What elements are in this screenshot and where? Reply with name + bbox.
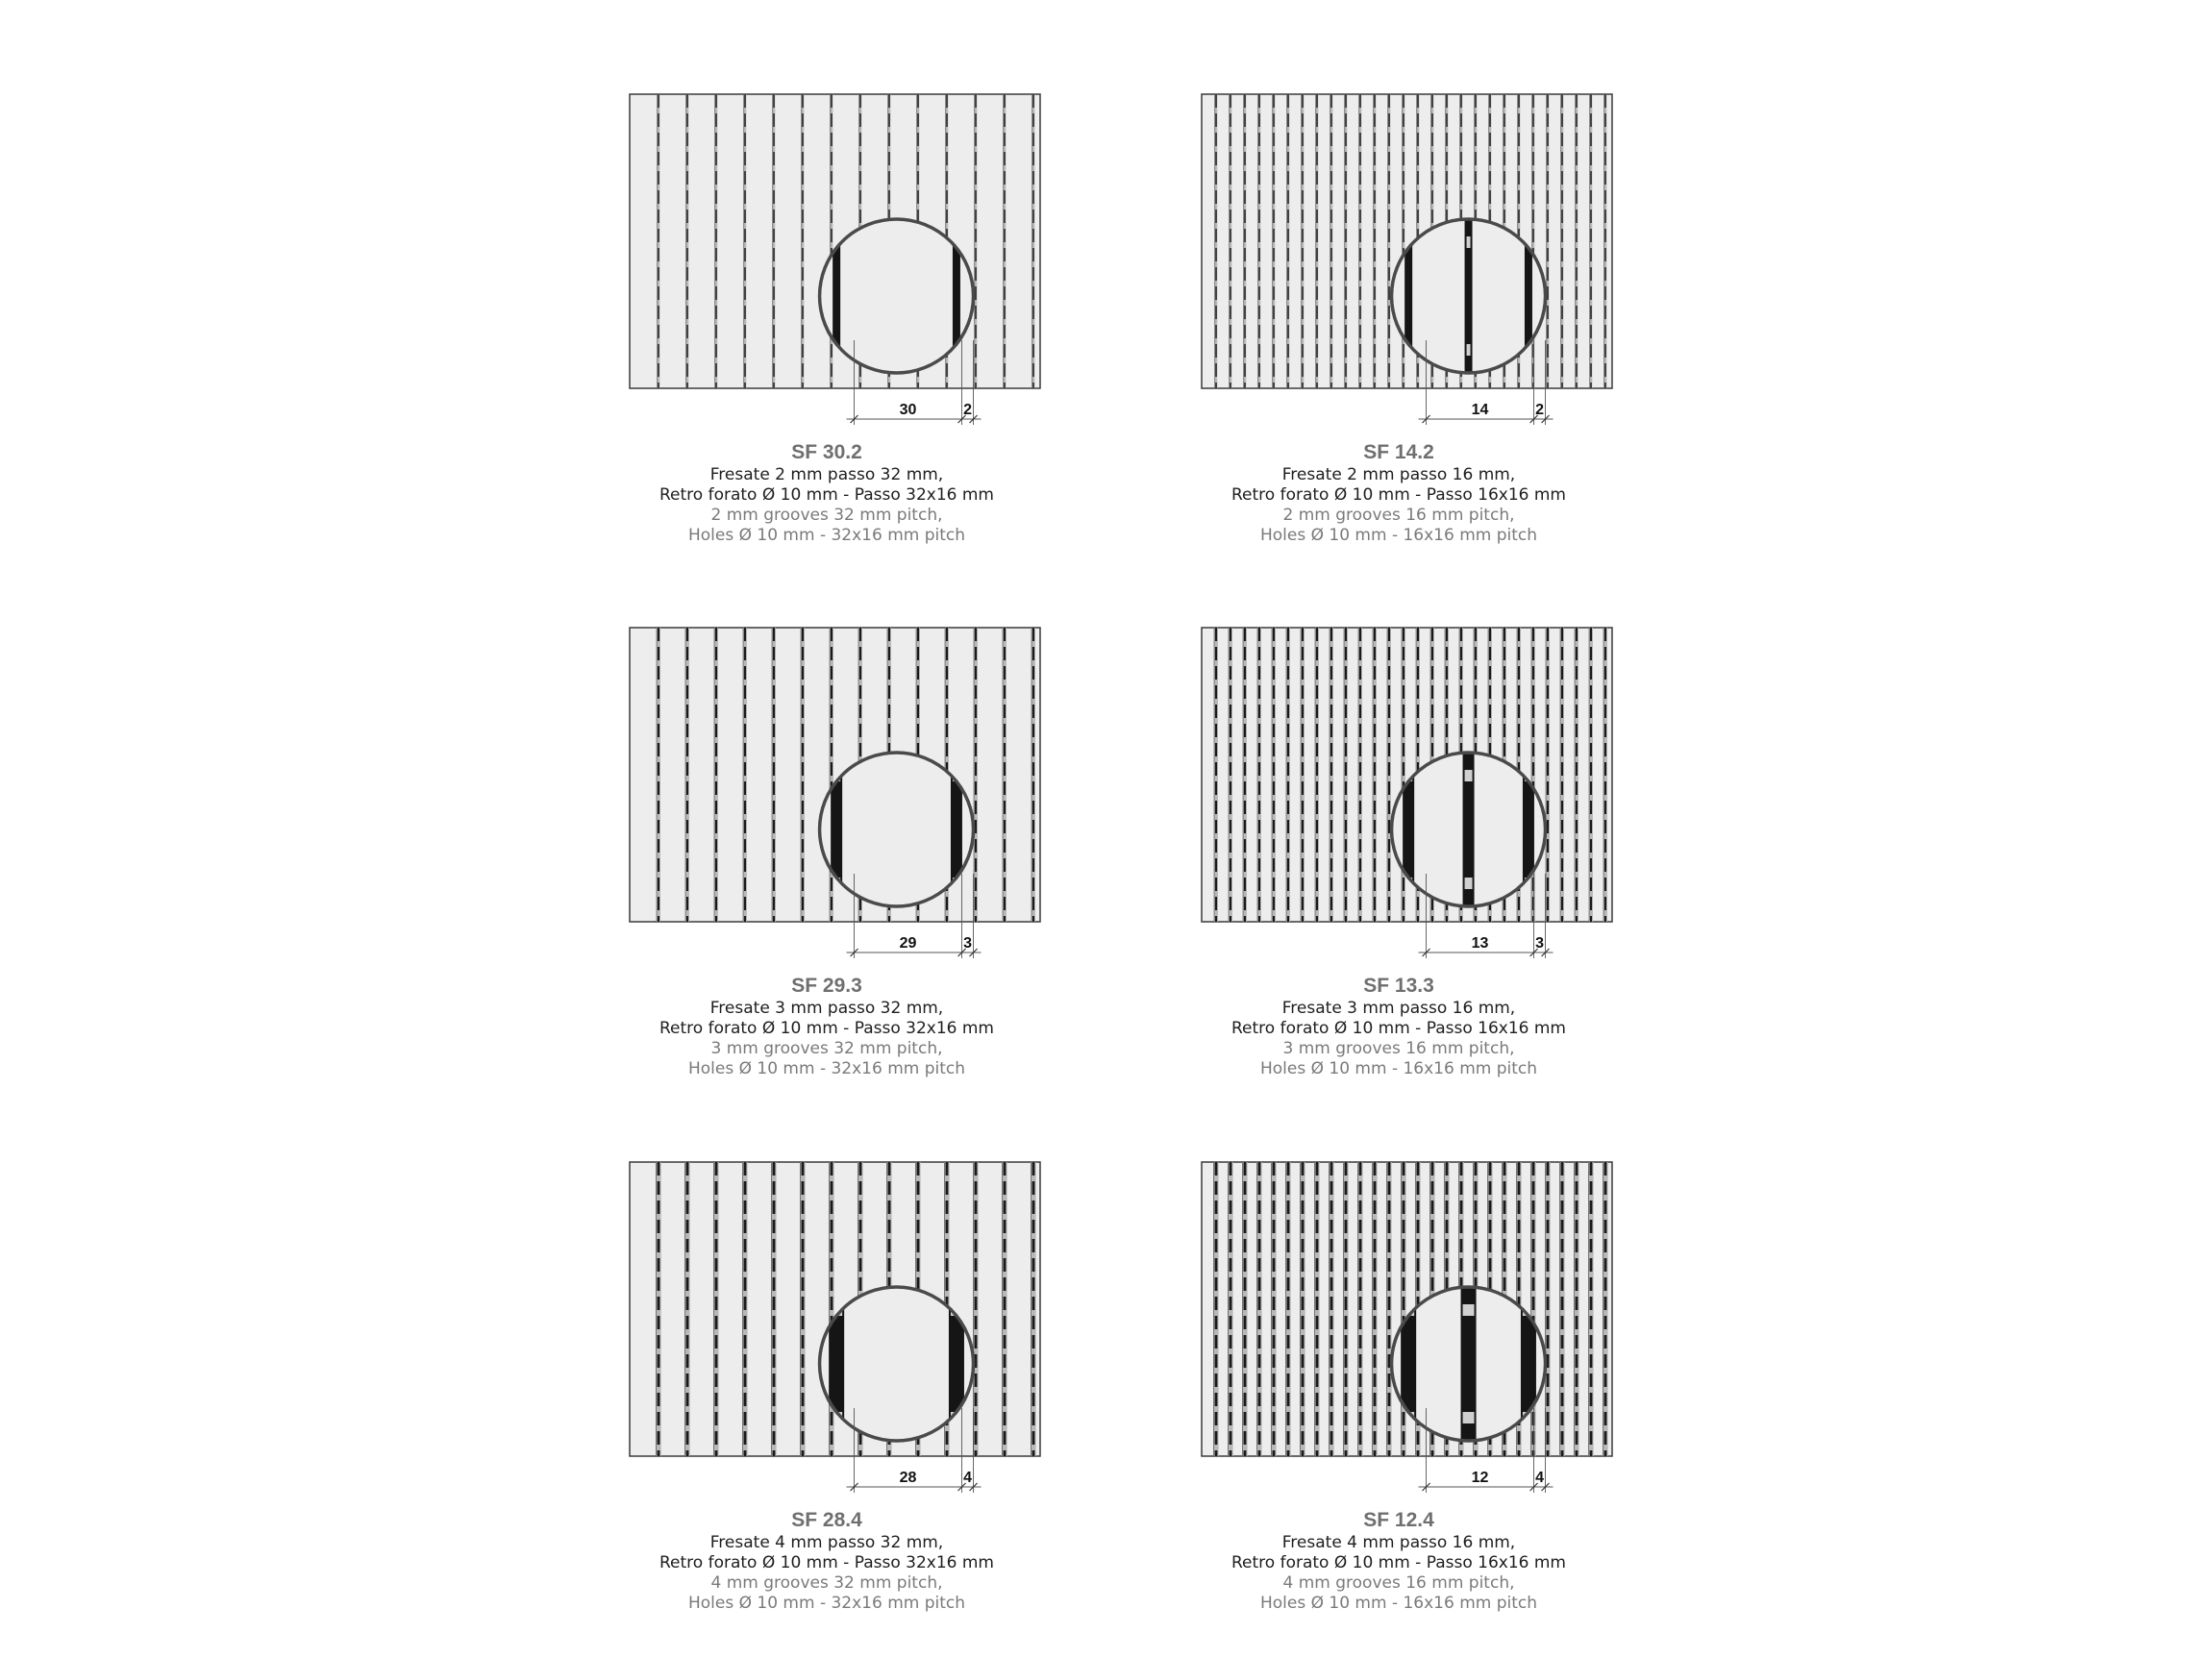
- groove-line: [1603, 1162, 1607, 1456]
- groove-line: [1560, 628, 1564, 922]
- groove-line: [829, 1162, 833, 1456]
- dimension-gap-label: 14: [1471, 402, 1489, 418]
- english-line-2: Holes Ø 10 mm - 16x16 mm pitch: [1259, 1059, 1538, 1078]
- english-line-2: Holes Ø 10 mm - 32x16 mm pitch: [687, 1059, 966, 1078]
- groove-line: [1343, 1162, 1348, 1456]
- groove-line: [974, 628, 978, 922]
- italian-line-1: Fresate 4 mm passo 32 mm,: [709, 1533, 944, 1552]
- groove-line: [1545, 1162, 1550, 1456]
- dimension-groove-label: 2: [963, 402, 973, 418]
- groove-line: [1344, 628, 1348, 922]
- panel-caption: [577, 975, 1077, 1079]
- italian-line-2: Retro forato Ø 10 mm - Passo 16x16 mm: [1230, 485, 1566, 505]
- groove-line: [658, 94, 660, 388]
- panel-caption: [577, 441, 1077, 546]
- magnified-hole-gap: [1467, 344, 1471, 356]
- dimension-gap-label: 28: [899, 1470, 917, 1486]
- panel-caption: [577, 1509, 1077, 1614]
- groove-line: [1286, 628, 1290, 922]
- groove-line: [1374, 94, 1377, 388]
- groove-line: [1229, 628, 1232, 922]
- groove-line: [1576, 94, 1578, 388]
- groove-line: [1271, 1162, 1276, 1456]
- groove-line: [1002, 1162, 1007, 1456]
- panel-code: SF 29.3: [791, 975, 862, 997]
- groove-line: [1575, 628, 1578, 922]
- panel-drawing: [1149, 627, 1649, 973]
- panel-code: SF 12.4: [1363, 1509, 1434, 1531]
- groove-line: [1603, 628, 1607, 922]
- english-line-1: 4 mm grooves 16 mm pitch,: [1282, 1573, 1515, 1593]
- groove-line: [1214, 628, 1218, 922]
- panel-sf-13-3: [1149, 627, 1649, 1107]
- groove-line: [1256, 1162, 1261, 1456]
- groove-line: [1329, 1162, 1333, 1456]
- italian-line-1: Fresate 3 mm passo 32 mm,: [709, 999, 944, 1018]
- panel-sf-14-2: [1149, 93, 1649, 574]
- groove-line: [1031, 1162, 1035, 1456]
- groove-line: [1003, 628, 1007, 922]
- groove-line: [684, 1162, 689, 1456]
- groove-line: [1314, 1162, 1319, 1456]
- groove-line: [657, 628, 660, 922]
- dimension-groove-label: 4: [963, 1470, 973, 1486]
- groove-line: [1272, 628, 1276, 922]
- groove-line: [1257, 628, 1261, 922]
- english-line-1: 3 mm grooves 32 mm pitch,: [710, 1039, 943, 1058]
- groove-line: [1373, 628, 1377, 922]
- dimension-gap-label: 13: [1471, 935, 1489, 952]
- panel-sf-12-4: [1149, 1161, 1649, 1642]
- groove-line: [743, 628, 747, 922]
- panel-sf-28-4: [577, 1161, 1077, 1642]
- groove-line: [1574, 1162, 1578, 1456]
- panel-caption: [1149, 1509, 1649, 1614]
- groove-line: [742, 1162, 747, 1456]
- groove-line: [1402, 628, 1405, 922]
- dimension-groove-label: 2: [1535, 402, 1545, 418]
- english-line-2: Holes Ø 10 mm - 32x16 mm pitch: [687, 526, 966, 545]
- magnified-groove: [1465, 219, 1473, 373]
- italian-line-2: Retro forato Ø 10 mm - Passo 32x16 mm: [659, 1019, 994, 1038]
- magnified-groove: [1461, 1287, 1477, 1441]
- groove-line: [1302, 94, 1305, 388]
- italian-line-1: Fresate 2 mm passo 16 mm,: [1281, 465, 1516, 484]
- groove-line: [1273, 94, 1276, 388]
- groove-line: [973, 1162, 978, 1456]
- dimension-groove-label: 3: [1535, 935, 1545, 952]
- panel-sf-29-3: [577, 627, 1077, 1107]
- groove-line: [1300, 1162, 1305, 1456]
- groove-line: [1345, 94, 1348, 388]
- panel-drawing: [1149, 1161, 1649, 1507]
- magnified-hole-gap: [1467, 236, 1471, 248]
- panel-drawing: [577, 1161, 1077, 1507]
- groove-line: [1388, 94, 1391, 388]
- groove-line: [1590, 94, 1593, 388]
- groove-line: [1589, 628, 1593, 922]
- panel-code: SF 14.2: [1363, 441, 1434, 463]
- english-line-1: 2 mm grooves 32 mm pitch,: [710, 506, 943, 525]
- italian-line-2: Retro forato Ø 10 mm - Passo 16x16 mm: [1230, 1019, 1566, 1038]
- groove-line: [1403, 94, 1405, 388]
- italian-line-1: Fresate 2 mm passo 32 mm,: [709, 465, 944, 484]
- groove-line: [1315, 628, 1319, 922]
- panel-caption: [1149, 975, 1649, 1079]
- italian-line-1: Fresate 3 mm passo 16 mm,: [1281, 999, 1516, 1018]
- groove-line: [1258, 94, 1261, 388]
- groove-line: [975, 94, 978, 388]
- magnified-hole-gap: [1465, 878, 1473, 889]
- english-line-1: 3 mm grooves 16 mm pitch,: [1282, 1039, 1515, 1058]
- groove-line: [1547, 94, 1550, 388]
- groove-line: [801, 628, 805, 922]
- groove-line: [1546, 628, 1550, 922]
- groove-line: [1561, 94, 1564, 388]
- groove-line: [802, 94, 805, 388]
- groove-line: [1357, 1162, 1362, 1456]
- magnified-hole-gap: [1465, 770, 1473, 781]
- groove-line: [1372, 1162, 1377, 1456]
- groove-line: [1588, 1162, 1593, 1456]
- dimension-gap-label: 12: [1471, 1470, 1489, 1486]
- dimension-gap-label: 29: [899, 935, 917, 952]
- groove-line: [1359, 94, 1362, 388]
- english-line-1: 2 mm grooves 16 mm pitch,: [1282, 506, 1515, 525]
- dimension-groove-label: 3: [963, 935, 973, 952]
- groove-line: [1230, 94, 1232, 388]
- panel-drawing: [1149, 93, 1649, 439]
- groove-line: [1604, 94, 1607, 388]
- groove-line: [1032, 94, 1035, 388]
- groove-line: [1031, 628, 1035, 922]
- italian-line-2: Retro forato Ø 10 mm - Passo 16x16 mm: [1230, 1553, 1566, 1572]
- groove-line: [1387, 628, 1391, 922]
- groove-line: [1316, 94, 1319, 388]
- groove-line: [1559, 1162, 1564, 1456]
- panel-code: SF 30.2: [791, 441, 862, 463]
- groove-line: [714, 628, 718, 922]
- groove-line: [713, 1162, 718, 1456]
- groove-line: [1301, 628, 1305, 922]
- groove-line: [1287, 94, 1290, 388]
- groove-line: [773, 94, 776, 388]
- groove-line: [771, 1162, 776, 1456]
- magnified-hole-gap: [1463, 1304, 1475, 1316]
- dimension-gap-label: 30: [899, 402, 917, 418]
- groove-line: [1228, 1162, 1232, 1456]
- groove-line: [1285, 1162, 1290, 1456]
- groove-line: [744, 94, 747, 388]
- groove-line: [831, 94, 833, 388]
- dimension-groove-label: 4: [1535, 1470, 1545, 1486]
- groove-line: [1386, 1162, 1391, 1456]
- groove-line: [1531, 628, 1535, 922]
- english-line-2: Holes Ø 10 mm - 16x16 mm pitch: [1259, 526, 1538, 545]
- magnified-hole-gap: [1463, 1412, 1475, 1423]
- panel-code: SF 13.3: [1363, 975, 1434, 997]
- english-line-1: 4 mm grooves 32 mm pitch,: [710, 1573, 943, 1593]
- groove-line: [1330, 94, 1333, 388]
- groove-line: [1215, 94, 1218, 388]
- english-line-2: Holes Ø 10 mm - 16x16 mm pitch: [1259, 1594, 1538, 1613]
- italian-line-2: Retro forato Ø 10 mm - Passo 32x16 mm: [659, 485, 994, 505]
- magnified-groove: [1463, 753, 1475, 906]
- italian-line-2: Retro forato Ø 10 mm - Passo 32x16 mm: [659, 1553, 994, 1572]
- groove-line: [685, 628, 689, 922]
- groove-line: [1401, 1162, 1405, 1456]
- panel-code: SF 28.4: [791, 1509, 862, 1531]
- groove-line: [1242, 1162, 1247, 1456]
- groove-line: [1213, 1162, 1218, 1456]
- groove-line: [1243, 628, 1247, 922]
- groove-line: [1330, 628, 1333, 922]
- panel-caption: [1149, 441, 1649, 546]
- english-line-2: Holes Ø 10 mm - 32x16 mm pitch: [687, 1594, 966, 1613]
- panel-sf-30-2: [577, 93, 1077, 574]
- panel-drawing: [577, 93, 1077, 439]
- groove-line: [1004, 94, 1007, 388]
- groove-line: [800, 1162, 805, 1456]
- groove-line: [1358, 628, 1362, 922]
- groove-line: [1530, 1162, 1535, 1456]
- italian-line-1: Fresate 4 mm passo 16 mm,: [1281, 1533, 1516, 1552]
- groove-line: [656, 1162, 660, 1456]
- groove-line: [715, 94, 718, 388]
- groove-line: [830, 628, 833, 922]
- groove-line: [686, 94, 689, 388]
- groove-line: [772, 628, 776, 922]
- panel-drawing: [577, 627, 1077, 973]
- groove-line: [1244, 94, 1247, 388]
